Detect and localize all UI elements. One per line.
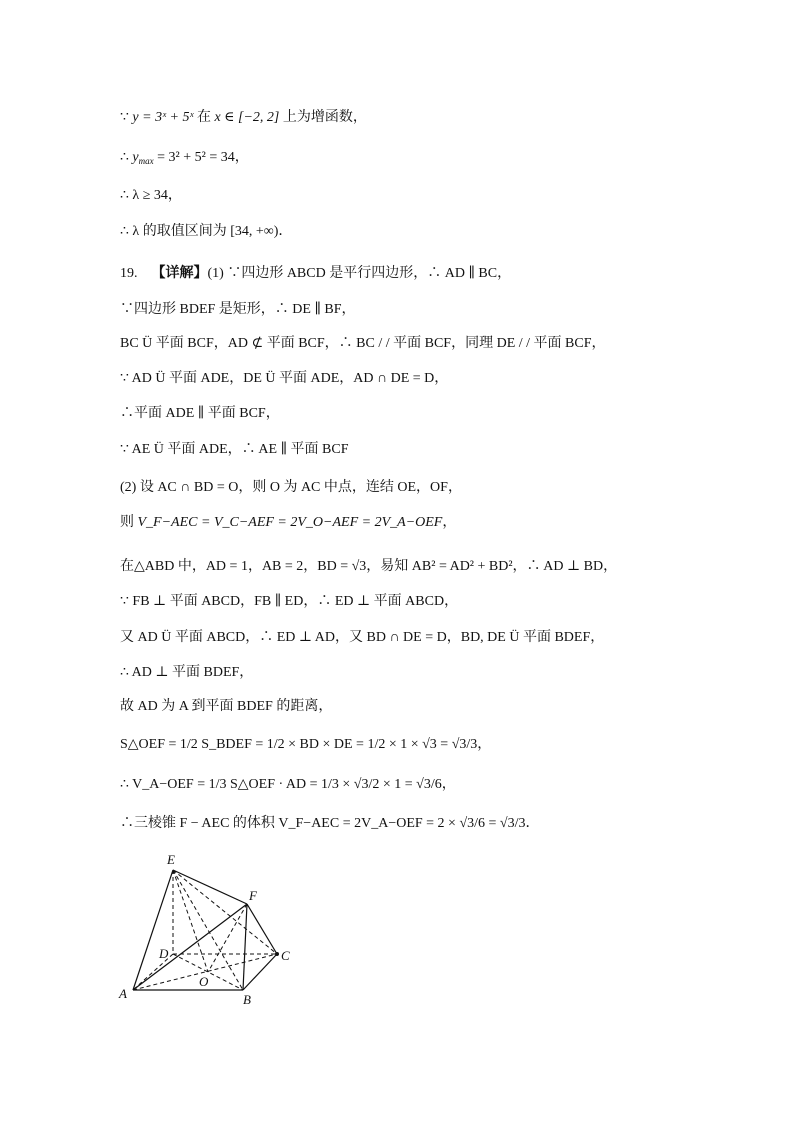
question-19-line-13: 故 AD 为 A 到平面 BDEF 的距离， [120,699,333,714]
edge-FA [133,904,247,990]
text-line-4: ∴ λ 的取值区间为 [34, +∞)． [120,224,293,239]
question-19-line-12: ∴ AD ⊥ 平面 BDEF， [120,665,254,680]
label-A: A [119,986,127,1001]
label-B: B [243,992,251,1007]
question-19-line-5: ∴平面 ADE ∥ 平面 BCF， [120,406,280,421]
question-19-line-9: 在△ABD 中，AD = 1，AB = 2，BD = √3，易知 AB² = AD² + BD²，∴ AD ⊥ BD， [120,559,618,574]
text-line-3: ∴ λ ≥ 34， [120,188,182,203]
question-19-line-3: BC Ü 平面 BCF，AD ⊄ 平面 BCF，∴ BC / / 平面 BCF，同理 DE / / 平面 BCF， [120,336,606,351]
question-19-line-10: ∵ FB ⊥ 平面 ABCD，FB ∥ ED，∴ ED ⊥ 平面 ABCD， [120,594,459,609]
edge-EF [173,870,247,904]
edge-EA [133,870,173,990]
question-19-line-4: ∵ AD Ü 平面 ADE，DE Ü 平面 ADE，AD ∩ DE = D， [120,371,449,386]
question-19-line-14: S△OEF = 1/2 S_BDEF = 1/2 × BD × DE = 1/2 × 1 × √3 = √3/3， [120,737,492,752]
edge-FB [243,904,247,990]
question-19-line-2: ∵四边形 BDEF 是矩形，∴ DE ∥ BF， [120,302,356,317]
label-D: D [159,946,169,961]
question-19-line-11: 又 AD Ü 平面 ABCD，∴ ED ⊥ AD，又 BD ∩ DE = D，BD, DE Ü 平面 BDEF， [120,630,605,645]
label-O: O [199,974,209,989]
text-line-2: ∴ $y_{max} = 3^2 + 5^2 = 34$， [120,150,249,166]
question-19-line-8: 则 V_F−AEC = V_C−AEF = 2V_O−AEF = 2V_A−OEF， [120,515,457,530]
edge-BC [243,954,277,990]
question-19-line-16: ∴三棱锥 F − AEC 的体积 V_F−AEC = 2V_A−OEF = 2 × √3/6 = √3/3． [120,816,540,831]
label-C: C [281,948,290,963]
point-C [275,952,279,956]
edge-FC [247,904,277,954]
question-19-line-7: (2) 设 AC ∩ BD = O，则 O 为 AC 中点，连结 OE，OF， [120,480,462,495]
question-19-line-6: ∵ AE Ü 平面 ADE，∴ AE ∥ 平面 BCF [120,442,349,457]
question-19-line-15: ∴ V_A−OEF = 1/3 S△OEF · AD = 1/3 × √3/2 × 1 = √3/6， [120,777,456,792]
label-F: F [249,888,257,903]
geometry-figure [115,850,315,1010]
label-E: E [167,852,175,867]
text-line-1: ∵ y = 3ˣ + 5ˣ 在 x ∈ [−2, 2] 上为增函数， [120,110,367,125]
question-19-line-1: 19. 【详解】(1) ∵四边形 ABCD 是平行四边形，∴ AD ∥ BC， [120,266,512,281]
